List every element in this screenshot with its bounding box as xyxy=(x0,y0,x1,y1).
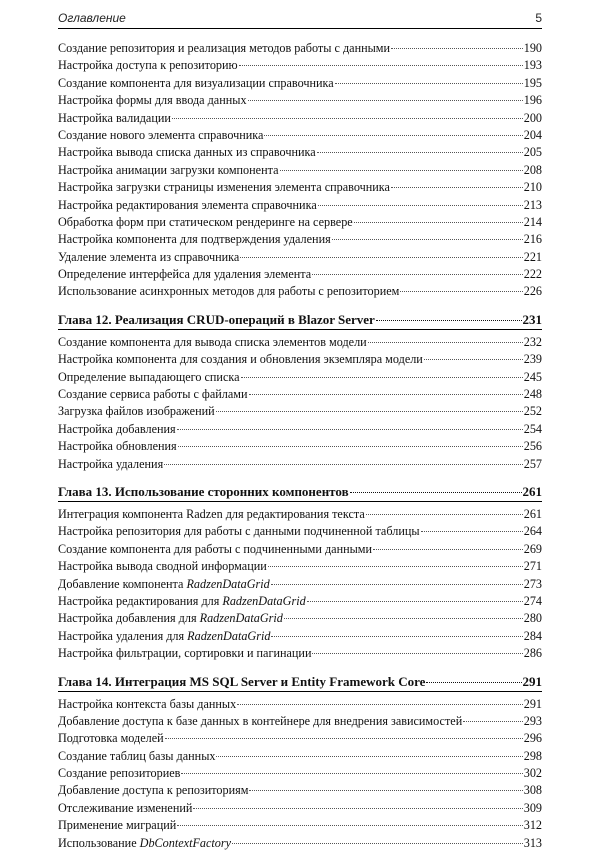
leader-dots xyxy=(391,176,523,188)
toc-entry-page-number: 204 xyxy=(523,127,542,142)
toc-entry-title xyxy=(58,369,240,386)
chapter-title: Глава 14. Интеграция MS SQL Server и Entity Framework Core xyxy=(58,673,426,689)
leader-dots xyxy=(249,779,522,791)
toc-entry-page-number: 226 xyxy=(523,284,542,299)
toc-entry-title xyxy=(58,628,270,645)
leader-dots xyxy=(391,37,523,49)
leader-dots xyxy=(284,607,523,619)
toc-entry-text: Подготовка моделей xyxy=(58,731,164,746)
toc-entry-text: Обработка форм при статическом рендеринге на сервере xyxy=(58,214,353,229)
toc-entry-page-number: 210 xyxy=(523,180,542,195)
leader-dots xyxy=(318,194,523,206)
toc-entry-text: Настройка добавления для xyxy=(58,611,200,626)
toc-entry-page-number: 254 xyxy=(523,421,542,436)
running-header xyxy=(58,8,542,29)
toc-entry-page-number: 208 xyxy=(523,162,542,177)
toc-entry-text: Создание репозитория и реализация методов работы с данными xyxy=(58,41,391,55)
toc-entry-page-number: 291 xyxy=(523,696,542,711)
toc-entry-text: Настройка добавления xyxy=(58,421,176,436)
toc-entry-text: Отслеживание изменений xyxy=(58,800,193,815)
toc-entry-page-number: 286 xyxy=(523,646,542,661)
leader-dots xyxy=(307,590,523,602)
leader-dots xyxy=(172,107,523,119)
leader-dots xyxy=(165,727,523,739)
toc-entry-title xyxy=(58,266,311,283)
toc-entry-text: Настройка репозитория для работы с данными подчиненной таблицы xyxy=(58,524,420,539)
toc-entry-row xyxy=(58,283,542,300)
leader-dots xyxy=(335,72,523,84)
toc-entry-text: Добавление доступа к базе данных в контейнере для внедрения зависимостей xyxy=(58,713,463,728)
toc-entry-title xyxy=(58,249,239,266)
toc-entry-emphasis: DbContextFactory xyxy=(139,835,232,850)
leader-dots xyxy=(312,263,523,275)
leader-dots xyxy=(271,625,522,637)
toc-entry-title xyxy=(58,765,180,782)
toc-entry-text: Добавление компонента xyxy=(58,576,187,591)
leader-dots xyxy=(216,745,522,757)
toc-entry-page-number: 213 xyxy=(523,197,542,212)
toc-entry-page-number: 284 xyxy=(523,628,542,643)
toc-entry-title xyxy=(58,162,279,179)
leader-dots xyxy=(400,280,522,292)
toc-entry-page-number: 245 xyxy=(523,369,542,384)
leader-dots xyxy=(312,642,522,654)
leader-dots xyxy=(350,481,522,493)
toc-entry-title xyxy=(58,506,365,523)
toc-entry-page-number: 214 xyxy=(523,214,542,229)
leader-dots xyxy=(240,246,522,258)
toc-entry-text: Настройка обновления xyxy=(58,439,177,454)
toc-entry-page-number: 256 xyxy=(523,439,542,454)
toc-entry-text: Настройка компонента для подтверждения удаления xyxy=(58,232,331,247)
toc-entry-page-number: 205 xyxy=(523,145,542,160)
leader-dots xyxy=(426,671,521,683)
toc-entry-text: Определение интерфейса для удаления элемента xyxy=(58,267,312,282)
toc-entry-emphasis: RadzenDataGrid xyxy=(187,628,271,643)
leader-dots xyxy=(248,89,523,101)
toc-entry-title xyxy=(58,645,311,662)
toc-entry-page-number: 261 xyxy=(523,506,542,521)
toc-entry-text: Загрузка файлов изображений xyxy=(58,404,215,419)
toc-entry-title xyxy=(58,523,420,540)
leader-dots xyxy=(376,309,522,321)
toc-entry-title xyxy=(58,456,163,473)
toc-entry-title xyxy=(58,593,306,610)
toc-entry-text: Создание компонента для вывода списка элементов модели xyxy=(58,334,367,349)
toc-entry-text: Интеграция компонента Radzen для редактирования текста xyxy=(58,506,365,521)
leader-dots xyxy=(237,693,523,705)
leader-dots xyxy=(268,555,523,567)
toc-entry-text: Настройка компонента для создания и обновления экземпляра модели xyxy=(58,352,423,367)
leader-dots xyxy=(181,762,522,774)
toc-entry-text: Создание репозиториев xyxy=(58,766,181,781)
toc-entry-page-number: 298 xyxy=(523,748,542,763)
toc-entry-text: Создание компонента для работы с подчиненными данными xyxy=(58,541,373,556)
toc-entry-emphasis: RadzenDataGrid xyxy=(186,576,270,591)
leader-dots xyxy=(232,832,523,844)
toc-entry-title xyxy=(58,558,267,575)
toc-entry-text: Настройка вывода списка данных из справочника xyxy=(58,145,316,160)
toc-entry-text: Создание сервиса работы с файлами xyxy=(58,387,248,402)
leader-dots xyxy=(216,400,523,412)
leader-dots xyxy=(368,331,523,343)
toc-entry-page-number: 252 xyxy=(523,404,542,419)
chapter-heading-row xyxy=(58,482,542,501)
leader-dots xyxy=(193,797,522,809)
toc-entry-emphasis: RadzenDataGrid xyxy=(222,593,306,608)
toc-entry-title xyxy=(58,817,176,834)
toc-entry-page-number: 308 xyxy=(523,783,542,798)
leader-dots xyxy=(280,159,523,171)
toc-entry-title xyxy=(58,730,164,747)
toc-entry-page-number: 222 xyxy=(523,267,542,282)
leader-dots xyxy=(373,538,523,550)
chapter-page-number: 231 xyxy=(522,311,542,327)
chapter-title: Глава 13. Использование сторонних компонентов xyxy=(58,483,349,499)
toc-entry-text: Применение миграций xyxy=(58,818,177,833)
toc-entry-title xyxy=(58,144,316,161)
toc-entry-row xyxy=(58,456,542,473)
leader-dots xyxy=(354,211,523,223)
leader-dots xyxy=(177,418,523,430)
toc-entry-emphasis: RadzenDataGrid xyxy=(199,611,283,626)
toc-entry-title xyxy=(58,127,263,144)
toc-entry-title xyxy=(58,283,399,300)
toc-entry-text: Настройка загрузки страницы изменения элемента справочника xyxy=(58,180,390,195)
toc-entry-text: Настройка формы для ввода данных xyxy=(58,93,247,108)
toc-entry-page-number: 302 xyxy=(523,766,542,781)
table-of-contents xyxy=(58,40,542,852)
toc-entry-row xyxy=(58,835,542,852)
toc-entry-page-number: 248 xyxy=(523,387,542,402)
toc-entry-title xyxy=(58,610,283,627)
chapter-rule xyxy=(58,329,542,330)
leader-dots xyxy=(463,710,523,722)
toc-entry-page-number: 269 xyxy=(523,541,542,556)
chapter-page-number: 291 xyxy=(522,673,542,689)
toc-entry-text: Создание нового элемента справочника xyxy=(58,127,264,142)
toc-entry-text: Удаление элемента из справочника xyxy=(58,249,240,264)
toc-entry-title xyxy=(58,334,367,351)
toc-entry-title xyxy=(58,438,177,455)
toc-entry-page-number: 193 xyxy=(523,58,542,73)
leader-dots xyxy=(264,124,522,136)
leader-dots xyxy=(164,453,523,465)
leader-dots xyxy=(177,814,522,826)
toc-entry-page-number: 196 xyxy=(523,93,542,108)
toc-entry-title xyxy=(58,576,270,593)
toc-entry-text: Создание компонента для визуализации справочника xyxy=(58,75,334,90)
leader-dots xyxy=(178,435,523,447)
toc-entry-page-number: 232 xyxy=(523,334,542,349)
toc-entry-text: Использование асинхронных методов для работы с репозиторием xyxy=(58,284,400,299)
toc-entry-page-number: 309 xyxy=(523,800,542,815)
toc-entry-text: Настройка контекста базы данных xyxy=(58,696,237,711)
leader-dots xyxy=(271,573,523,585)
toc-entry-title xyxy=(58,214,353,231)
leader-dots xyxy=(421,520,523,532)
toc-entry-page-number: 293 xyxy=(523,713,542,728)
leader-dots xyxy=(317,141,523,153)
chapter-rule xyxy=(58,501,542,502)
chapter-heading-row xyxy=(58,672,542,691)
leader-dots xyxy=(366,503,523,515)
toc-entry-page-number: 239 xyxy=(523,352,542,367)
toc-entry-page-number: 280 xyxy=(523,611,542,626)
header-title: Оглавление xyxy=(58,11,126,25)
chapter-title: Глава 12. Реализация CRUD-операций в Blazor Server xyxy=(58,311,375,327)
toc-entry-page-number: 216 xyxy=(523,232,542,247)
toc-entry-page-number: 264 xyxy=(523,524,542,539)
toc-entry-title xyxy=(58,110,171,127)
toc-entry-text: Настройка редактирования для xyxy=(58,593,223,608)
toc-entry-text: Создание таблиц базы данных xyxy=(58,748,216,763)
toc-entry-page-number: 273 xyxy=(523,576,542,591)
toc-entry-page-number: 221 xyxy=(523,249,542,264)
chapter-page-number: 261 xyxy=(522,483,542,499)
toc-entry-text: Определение выпадающего списка xyxy=(58,369,240,384)
leader-dots xyxy=(332,228,523,240)
toc-entry-text: Добавление доступа к репозиториям xyxy=(58,783,249,798)
toc-entry-page-number: 195 xyxy=(523,75,542,90)
toc-entry-page-number: 274 xyxy=(523,593,542,608)
toc-entry-text: Настройка анимации загрузки компонента xyxy=(58,162,279,177)
toc-entry-page-number: 313 xyxy=(523,835,542,850)
toc-entry-text: Настройка удаления xyxy=(58,456,164,471)
toc-entry-page-number: 296 xyxy=(523,731,542,746)
leader-dots xyxy=(249,383,523,395)
toc-entry-page-number: 190 xyxy=(523,41,542,55)
toc-entry-title xyxy=(58,696,236,713)
toc-entry-title xyxy=(58,800,192,817)
toc-entry-title xyxy=(58,835,231,852)
toc-entry-title xyxy=(58,197,317,214)
header-page-number: 5 xyxy=(535,11,542,25)
leader-dots xyxy=(241,366,523,378)
toc-entry-text: Настройка вывода сводной информации xyxy=(58,559,267,574)
toc-entry-text: Настройка редактирования элемента справочника xyxy=(58,197,317,212)
toc-entry-title xyxy=(58,57,238,74)
toc-entry-row xyxy=(58,645,542,662)
toc-entry-page-number: 312 xyxy=(523,818,542,833)
leader-dots xyxy=(239,54,523,66)
chapter-rule xyxy=(58,691,542,692)
toc-entry-page-number: 257 xyxy=(523,456,542,471)
chapter-heading-row xyxy=(58,310,542,329)
toc-entry-page-number: 200 xyxy=(523,110,542,125)
toc-entry-title xyxy=(58,421,176,438)
toc-entry-text: Настройка фильтрации, сортировки и пагинации xyxy=(58,646,312,661)
toc-entry-text: Настройка валидации xyxy=(58,110,171,125)
toc-entry-text: Настройка удаления для xyxy=(58,628,188,643)
toc-entry-text: Настройка доступа к репозиторию xyxy=(58,58,238,73)
leader-dots xyxy=(424,348,523,360)
toc-entry-page-number: 271 xyxy=(523,559,542,574)
toc-entry-text: Использование xyxy=(58,835,140,850)
